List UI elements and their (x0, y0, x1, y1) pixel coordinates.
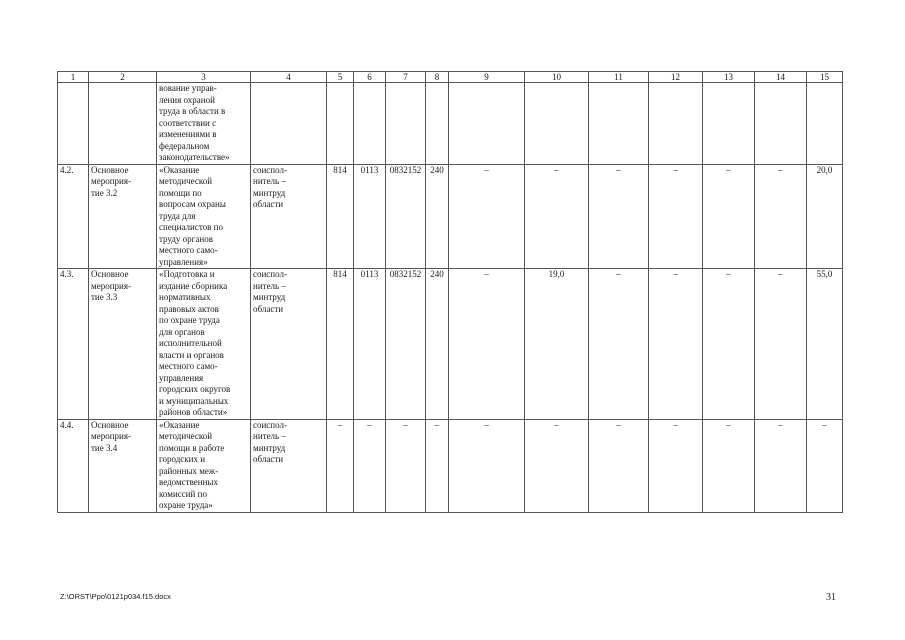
cell-value: – (589, 269, 649, 420)
cell-value: – (807, 419, 843, 512)
cell-event-type: Основное мероприя- тие 3.2 (89, 164, 157, 269)
header-cell: 9 (449, 72, 525, 83)
cell-value: – (426, 419, 449, 512)
cell-value: – (755, 269, 807, 420)
cell-value (354, 83, 386, 165)
cell-value (649, 83, 703, 165)
header-cell: 8 (426, 72, 449, 83)
header-cell: 15 (807, 72, 843, 83)
cell-value: – (649, 419, 703, 512)
cell-event-type (89, 83, 157, 165)
cell-value: – (525, 419, 589, 512)
header-cell: 10 (525, 72, 589, 83)
cell-number: 4.2. (58, 164, 89, 269)
cell-value: 0832152 (386, 269, 426, 420)
cell-event-name: «Подготовка и издание сборника нормативных правовых актов по охране труда для органов исполнительной власти и органов местного само- управления городских округов и муниципальных районов области» (157, 269, 251, 420)
cell-event-name: вование управ- ления охраной труда в области в соответствии с изменениями в федеральном законодательстве» (157, 83, 251, 165)
cell-value: 0832152 (386, 164, 426, 269)
cell-value: – (703, 164, 755, 269)
cell-value: – (703, 419, 755, 512)
cell-value: 55,0 (807, 269, 843, 420)
cell-value: – (703, 269, 755, 420)
page-number: 31 (826, 592, 836, 603)
cell-value: – (649, 269, 703, 420)
cell-executor (251, 83, 327, 165)
cell-number (58, 83, 89, 165)
cell-value (449, 83, 525, 165)
header-cell: 14 (755, 72, 807, 83)
cell-value: 240 (426, 164, 449, 269)
cell-value: – (589, 164, 649, 269)
table-row (58, 83, 843, 165)
cell-value (589, 83, 649, 165)
cell-value (755, 83, 807, 165)
cell-value: – (589, 419, 649, 512)
cell-number: 4.3. (58, 269, 89, 420)
cell-value: – (755, 419, 807, 512)
header-cell: 6 (354, 72, 386, 83)
header-cell: 1 (58, 72, 89, 83)
cell-value (807, 83, 843, 165)
cell-value (327, 83, 354, 165)
cell-value: 0113 (354, 269, 386, 420)
cell-value: 814 (327, 164, 354, 269)
cell-value (703, 83, 755, 165)
table-row (58, 164, 843, 269)
header-cell: 3 (157, 72, 251, 83)
cell-value: – (327, 419, 354, 512)
cell-event-type: Основное мероприя- тие 3.4 (89, 419, 157, 512)
cell-event-name: «Оказание методической помощи по вопросам охраны труда для специалистов по труду органов местного само- управления» (157, 164, 251, 269)
cell-value: – (449, 164, 525, 269)
header-cell: 2 (89, 72, 157, 83)
header-cell: 12 (649, 72, 703, 83)
cell-value: 0113 (354, 164, 386, 269)
program-table (57, 71, 843, 513)
header-cell: 11 (589, 72, 649, 83)
cell-value (386, 83, 426, 165)
cell-value: – (386, 419, 426, 512)
header-cell: 5 (327, 72, 354, 83)
cell-number: 4.4. (58, 419, 89, 512)
cell-executor: соиспол- нитель – минтруд области (251, 419, 327, 512)
cell-value: – (449, 419, 525, 512)
cell-event-type: Основное мероприя- тие 3.3 (89, 269, 157, 420)
table-row (58, 269, 843, 420)
cell-value: – (449, 269, 525, 420)
table-header-row (58, 72, 843, 83)
cell-value: 240 (426, 269, 449, 420)
header-cell: 4 (251, 72, 327, 83)
header-cell: 13 (703, 72, 755, 83)
cell-value (525, 83, 589, 165)
cell-value: – (755, 164, 807, 269)
cell-value: 814 (327, 269, 354, 420)
table-row (58, 419, 843, 512)
footer-file-path: Z:\ORST\Ppo\0121p034.f15.docx (60, 592, 171, 601)
cell-value: 20,0 (807, 164, 843, 269)
cell-value: – (354, 419, 386, 512)
cell-value: – (649, 164, 703, 269)
cell-event-name: «Оказание методической помощи в работе городских и районных меж- ведомственных комиссий по охране труда» (157, 419, 251, 512)
cell-executor: соиспол- нитель – минтруд области (251, 269, 327, 420)
cell-value (426, 83, 449, 165)
cell-value: 19,0 (525, 269, 589, 420)
header-cell: 7 (386, 72, 426, 83)
cell-value: – (525, 164, 589, 269)
cell-executor: соиспол- нитель – минтруд области (251, 164, 327, 269)
